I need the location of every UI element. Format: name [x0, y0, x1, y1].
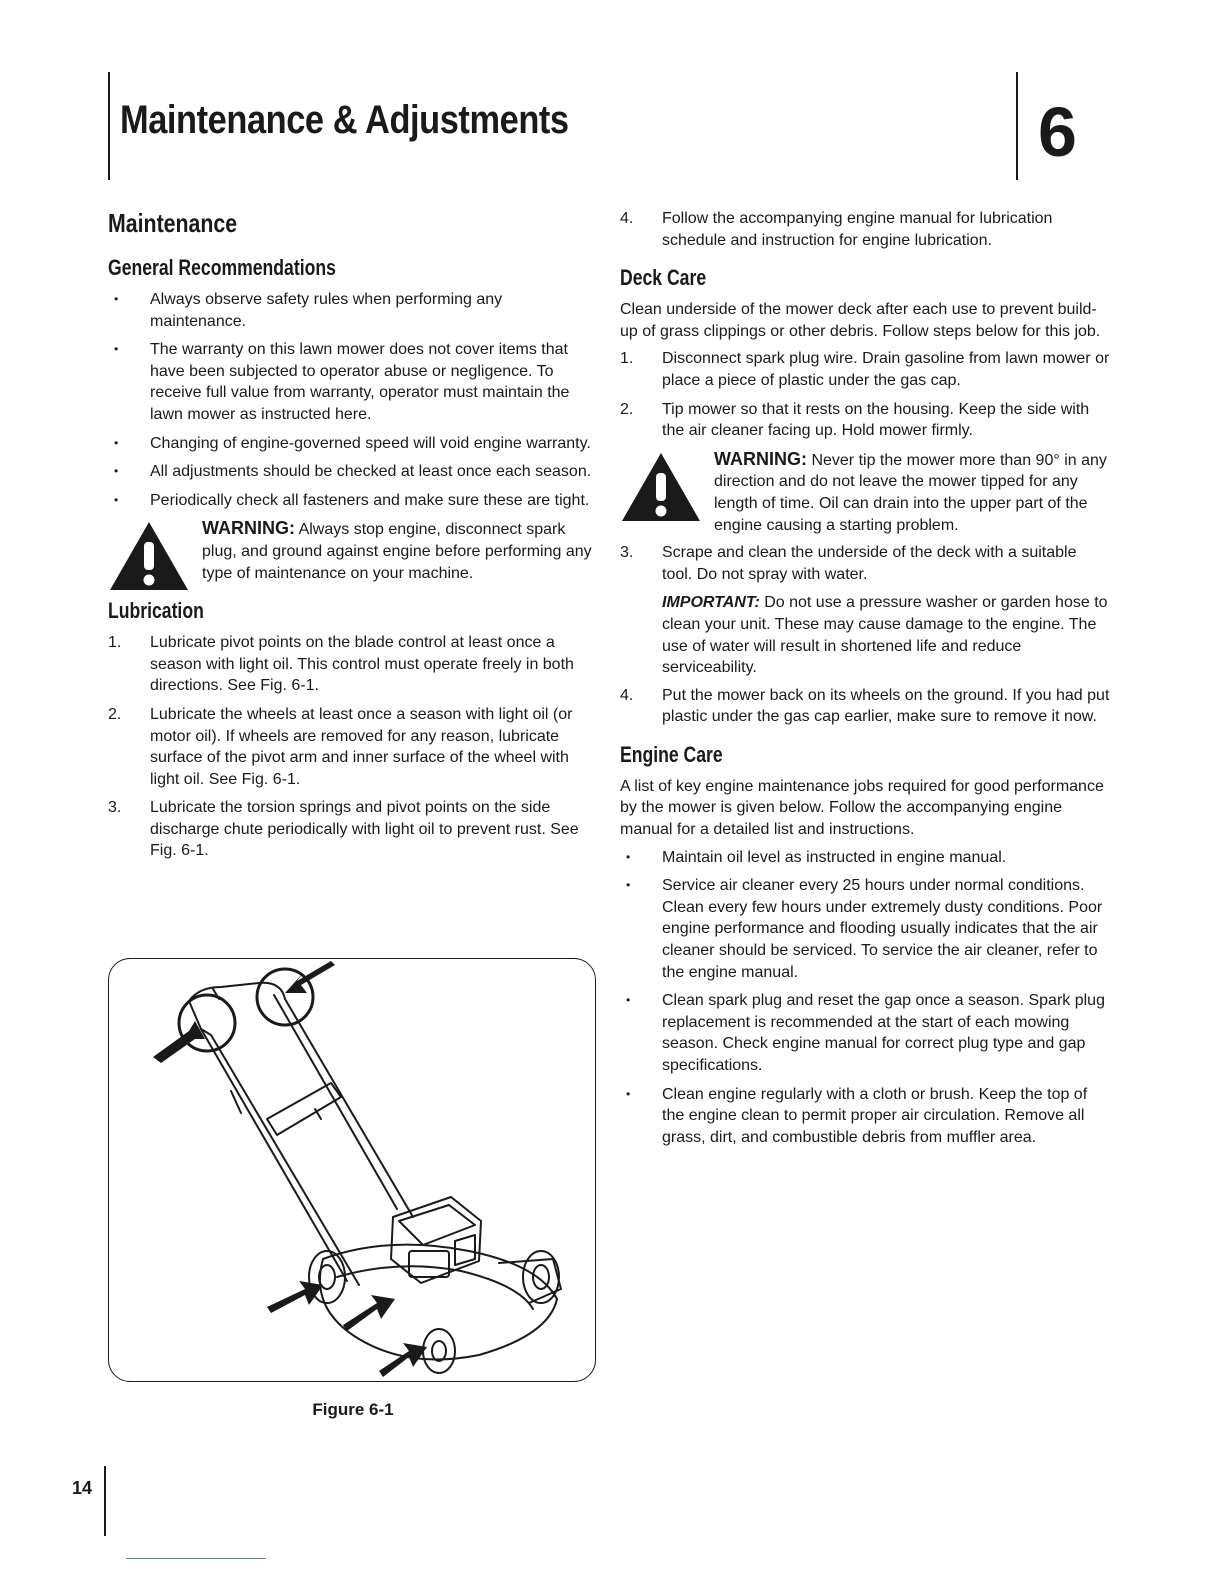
- warning-general: [108, 518, 598, 584]
- lawn-mower-illustration: [109, 959, 595, 1381]
- step-number: 3.: [620, 544, 634, 562]
- bullet-icon: •: [114, 492, 119, 507]
- step-number: 4.: [620, 210, 634, 227]
- warning-text: Always stop engine, disconnect spark plug, and ground against engine before performing any type of maintenance on your machine.: [202, 521, 592, 582]
- page-number: 14: [72, 1478, 93, 1498]
- bullet-icon: •: [626, 1086, 631, 1101]
- deck-care-steps-continued: [620, 542, 1110, 585]
- heading-general-recommendations: General Recommendations: [108, 255, 336, 280]
- arrow-icon: [343, 1295, 395, 1331]
- step-number: 1.: [620, 350, 634, 368]
- engine-care-list: [620, 847, 1110, 1149]
- step-number: 2.: [620, 400, 634, 418]
- heading-deck-care: Deck Care: [620, 265, 707, 291]
- important-label: IMPORTANT:: [662, 594, 760, 612]
- list-item: • All adjustments should be checked at least once each season.: [108, 461, 598, 483]
- engine-care-intro: A list of key engine maintenance jobs required for good performance by the mower is given below. Follow the accompanying engine manual for a detailed list and instructions.: [620, 777, 1104, 839]
- list-item: • Changing of engine-governed speed will void engine warranty.: [108, 433, 598, 455]
- list-item: • Periodically check all fasteners and make sure these are tight.: [108, 490, 598, 512]
- bullet-icon: •: [114, 435, 119, 450]
- chapter-number: 6: [1038, 93, 1077, 171]
- list-item: 2. Tip mower so that it rests on the housing. Keep the side with the air cleaner facing up. Hold mower firmly.: [620, 400, 1090, 440]
- warning-text: Never tip the mower more than 90° in any direction and do not leave the mower tipped for any length of time. Oil can drain into the upper part of the engine causing a starting problem.: [714, 451, 1107, 534]
- important-note: [620, 592, 1110, 678]
- bullet-icon: •: [114, 342, 119, 357]
- chapter-rule-right: [1016, 72, 1018, 180]
- list-item: 3. Scrape and clean the underside of the deck with a suitable tool. Do not spray with water.: [620, 544, 1077, 583]
- left-column: [108, 208, 598, 869]
- list-item: 3. Lubricate the torsion springs and pivot points on the side discharge chute periodically with light oil to prevent rust. See Fig. 6-1.: [108, 799, 579, 860]
- footer-rule: [104, 1466, 106, 1536]
- chapter-rule-left: [108, 72, 110, 180]
- step-number: 4.: [620, 686, 634, 704]
- list-item: 2. Lubricate the wheels at least once a season with light oil (or motor oil). If wheels are removed for any reason, lubricate surface of the pivot arm and inner surface of the wheel with light oil. See Fig. 6-1.: [108, 705, 573, 788]
- footer-divider: [126, 1558, 266, 1559]
- list-item: 1. Lubricate pivot points on the blade control at least once a season with light oil. This control must operate freely in both directions. See Fig. 6-1.: [108, 634, 574, 695]
- section-title-maintenance: Maintenance: [108, 208, 238, 238]
- list-item: • Clean engine regularly with a cloth or brush. Keep the top of the engine clean to permit proper air circulation. Remove all grass, dirt, and combustible debris from muffler area.: [626, 1085, 1088, 1146]
- step-number: 3.: [108, 799, 122, 817]
- bullet-icon: •: [114, 464, 119, 479]
- bullet-icon: •: [626, 878, 631, 893]
- warning-deck: [620, 449, 1110, 536]
- step-number: 2.: [108, 705, 122, 723]
- heading-engine-care: Engine Care: [620, 741, 723, 767]
- general-recommendations-list: [108, 289, 598, 511]
- bullet-icon: •: [114, 292, 119, 306]
- figure-caption: Figure 6-1: [312, 1400, 394, 1419]
- arrow-icon: [379, 1343, 427, 1377]
- list-item: 4. Put the mower back on its wheels on the ground. If you had put plastic under the gas cap earlier, make sure to remove it now.: [620, 686, 1110, 726]
- deck-care-steps: [620, 348, 1110, 441]
- list-item: 4. Follow the accompanying engine manual for lubrication schedule and instruction for engine lubrication.: [620, 210, 1053, 249]
- list-item: • Always observe safety rules when performing any maintenance.: [114, 291, 503, 330]
- deck-care-steps-final: [620, 685, 1110, 728]
- warning-label: WARNING:: [714, 448, 807, 469]
- warning-triangle-icon: [620, 451, 702, 523]
- list-item: 1. Disconnect spark plug wire. Drain gasoline from lawn mower or place a piece of plastic under the gas cap.: [620, 350, 1110, 389]
- right-column: [620, 208, 1110, 1155]
- warning-triangle-icon: [108, 520, 190, 592]
- step-number: 1.: [108, 634, 122, 652]
- deck-care-intro: Clean underside of the mower deck after each use to prevent build-up of grass clippings or other debris. Follow steps below for this job.: [620, 301, 1101, 340]
- lubrication-list-continued: [620, 208, 1110, 251]
- lubrication-list: [108, 632, 598, 862]
- chapter-title: Maintenance & Adjustments: [120, 98, 569, 142]
- warning-label: WARNING:: [202, 518, 295, 539]
- list-item: • Maintain oil level as instructed in engine manual.: [620, 847, 1110, 869]
- bullet-icon: •: [626, 849, 631, 864]
- bullet-icon: •: [626, 993, 631, 1008]
- figure-lawn-mower: [108, 958, 596, 1382]
- list-item: • The warranty on this lawn mower does not cover items that have been subjected to operator abuse or negligence. To receive full value from warranty, operator must maintain the lawn mower as instructed here.: [114, 341, 570, 423]
- list-item: • Clean spark plug and reset the gap once a season. Spark plug replacement is recommended at the start of each mowing season. Check engine manual for correct plug type and gap specifications.: [626, 992, 1105, 1074]
- list-item: • Service air cleaner every 25 hours under normal conditions. Clean every few hours under extremely dusty conditions. Poor engine performance and flooding usually indicates that the air cleaner should be serviced. To service the air cleaner, refer to the engine manual.: [626, 877, 1103, 981]
- heading-lubrication: Lubrication: [108, 598, 204, 624]
- important-text: Do not use a pressure washer or garden hose to clean your unit. These may cause damage to the engine. The use of water will result in shortened life and reduce serviceability.: [662, 594, 1108, 677]
